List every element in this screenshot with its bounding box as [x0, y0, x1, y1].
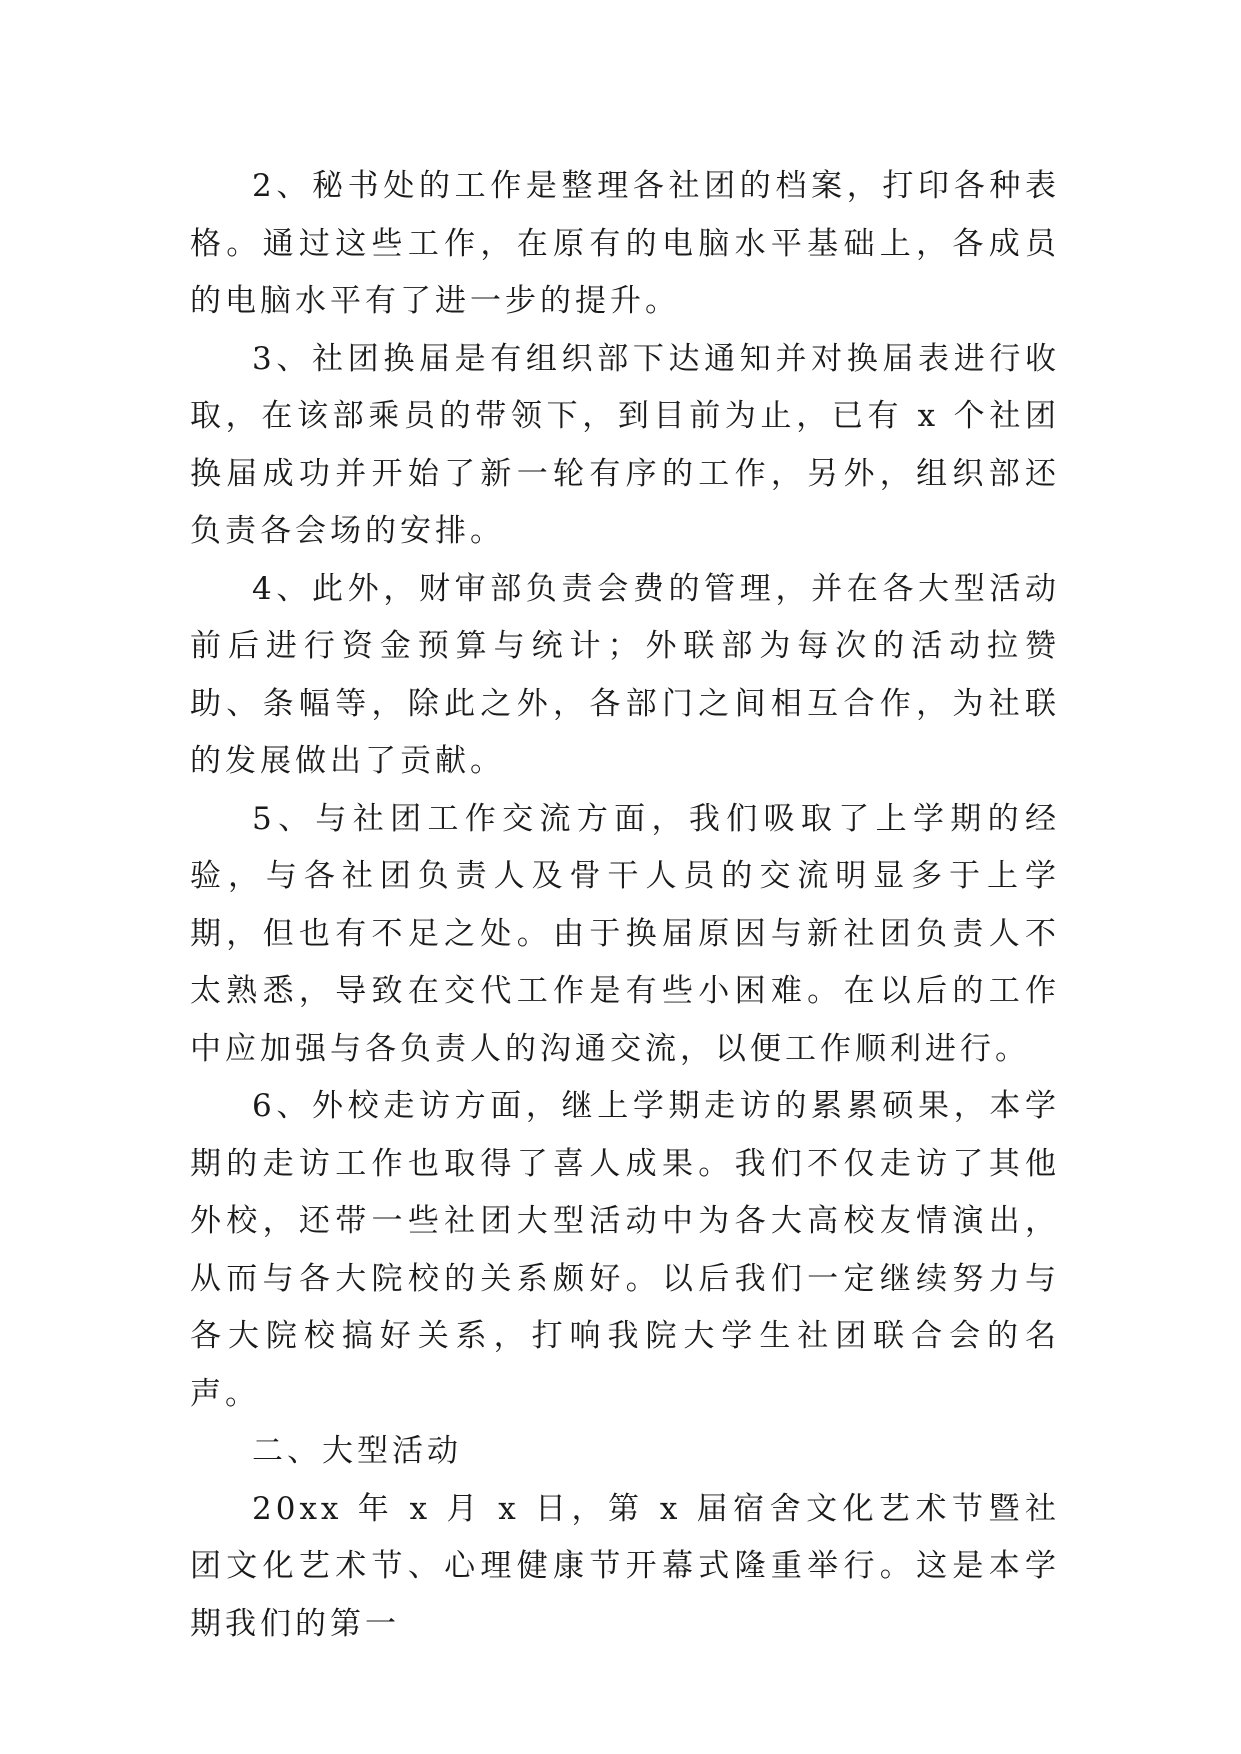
paragraph-club-communication: 5、与社团工作交流方面，我们吸取了上学期的经验，与各社团负责人及骨干人员的交流明显多于上学期，但也有不足之处。由于换届原因与新社团负责人不太熟悉，导致在交代工作是有些小困难。在以后的工作中应加强与各负责人的沟通交流，以便工作顺利进行。	[190, 800, 1060, 1067]
paragraph-term-change: 3、社团换届是有组织部下达通知并对换届表进行收取，在该部乘员的带领下，到目前为止，已有 x 个社团换届成功并开始了新一轮有序的工作，另外，组织部还负责各会场的安排。	[190, 340, 1060, 549]
paragraph-external-visits: 6、外校走访方面，继上学期走访的累累硕果，本学期的走访工作也取得了喜人成果。我们不仅走访了其他外校，还带一些社团大型活动中为各大高校友情演出，从而与各大院校的关系颇好。以后我们一定继续努力与各大院校搞好关系，打响我院大学生社团联合会的名声。	[190, 1088, 1060, 1412]
paragraph-major-events: 20xx 年 x 月 x 日，第 x 届宿舍文化艺术节暨社团文化艺术节、心理健康节开幕式隆重举行。这是本学期我们的第一	[190, 1490, 1060, 1642]
paragraph-finance-outreach: 4、此外，财审部负责会费的管理，并在各大型活动前后进行资金预算与统计；外联部为每次的活动拉赞助、条幅等，除此之外，各部门之间相互合作，为社联的发展做出了贡献。	[190, 570, 1060, 779]
section-heading: 二、大型活动	[252, 1433, 462, 1469]
paragraph-secretariat: 2、秘书处的工作是整理各社团的档案，打印各种表格。通过这些工作，在原有的电脑水平基础上，各成员的电脑水平有了进一步的提升。	[190, 168, 1060, 319]
document-body	[190, 158, 1060, 1653]
